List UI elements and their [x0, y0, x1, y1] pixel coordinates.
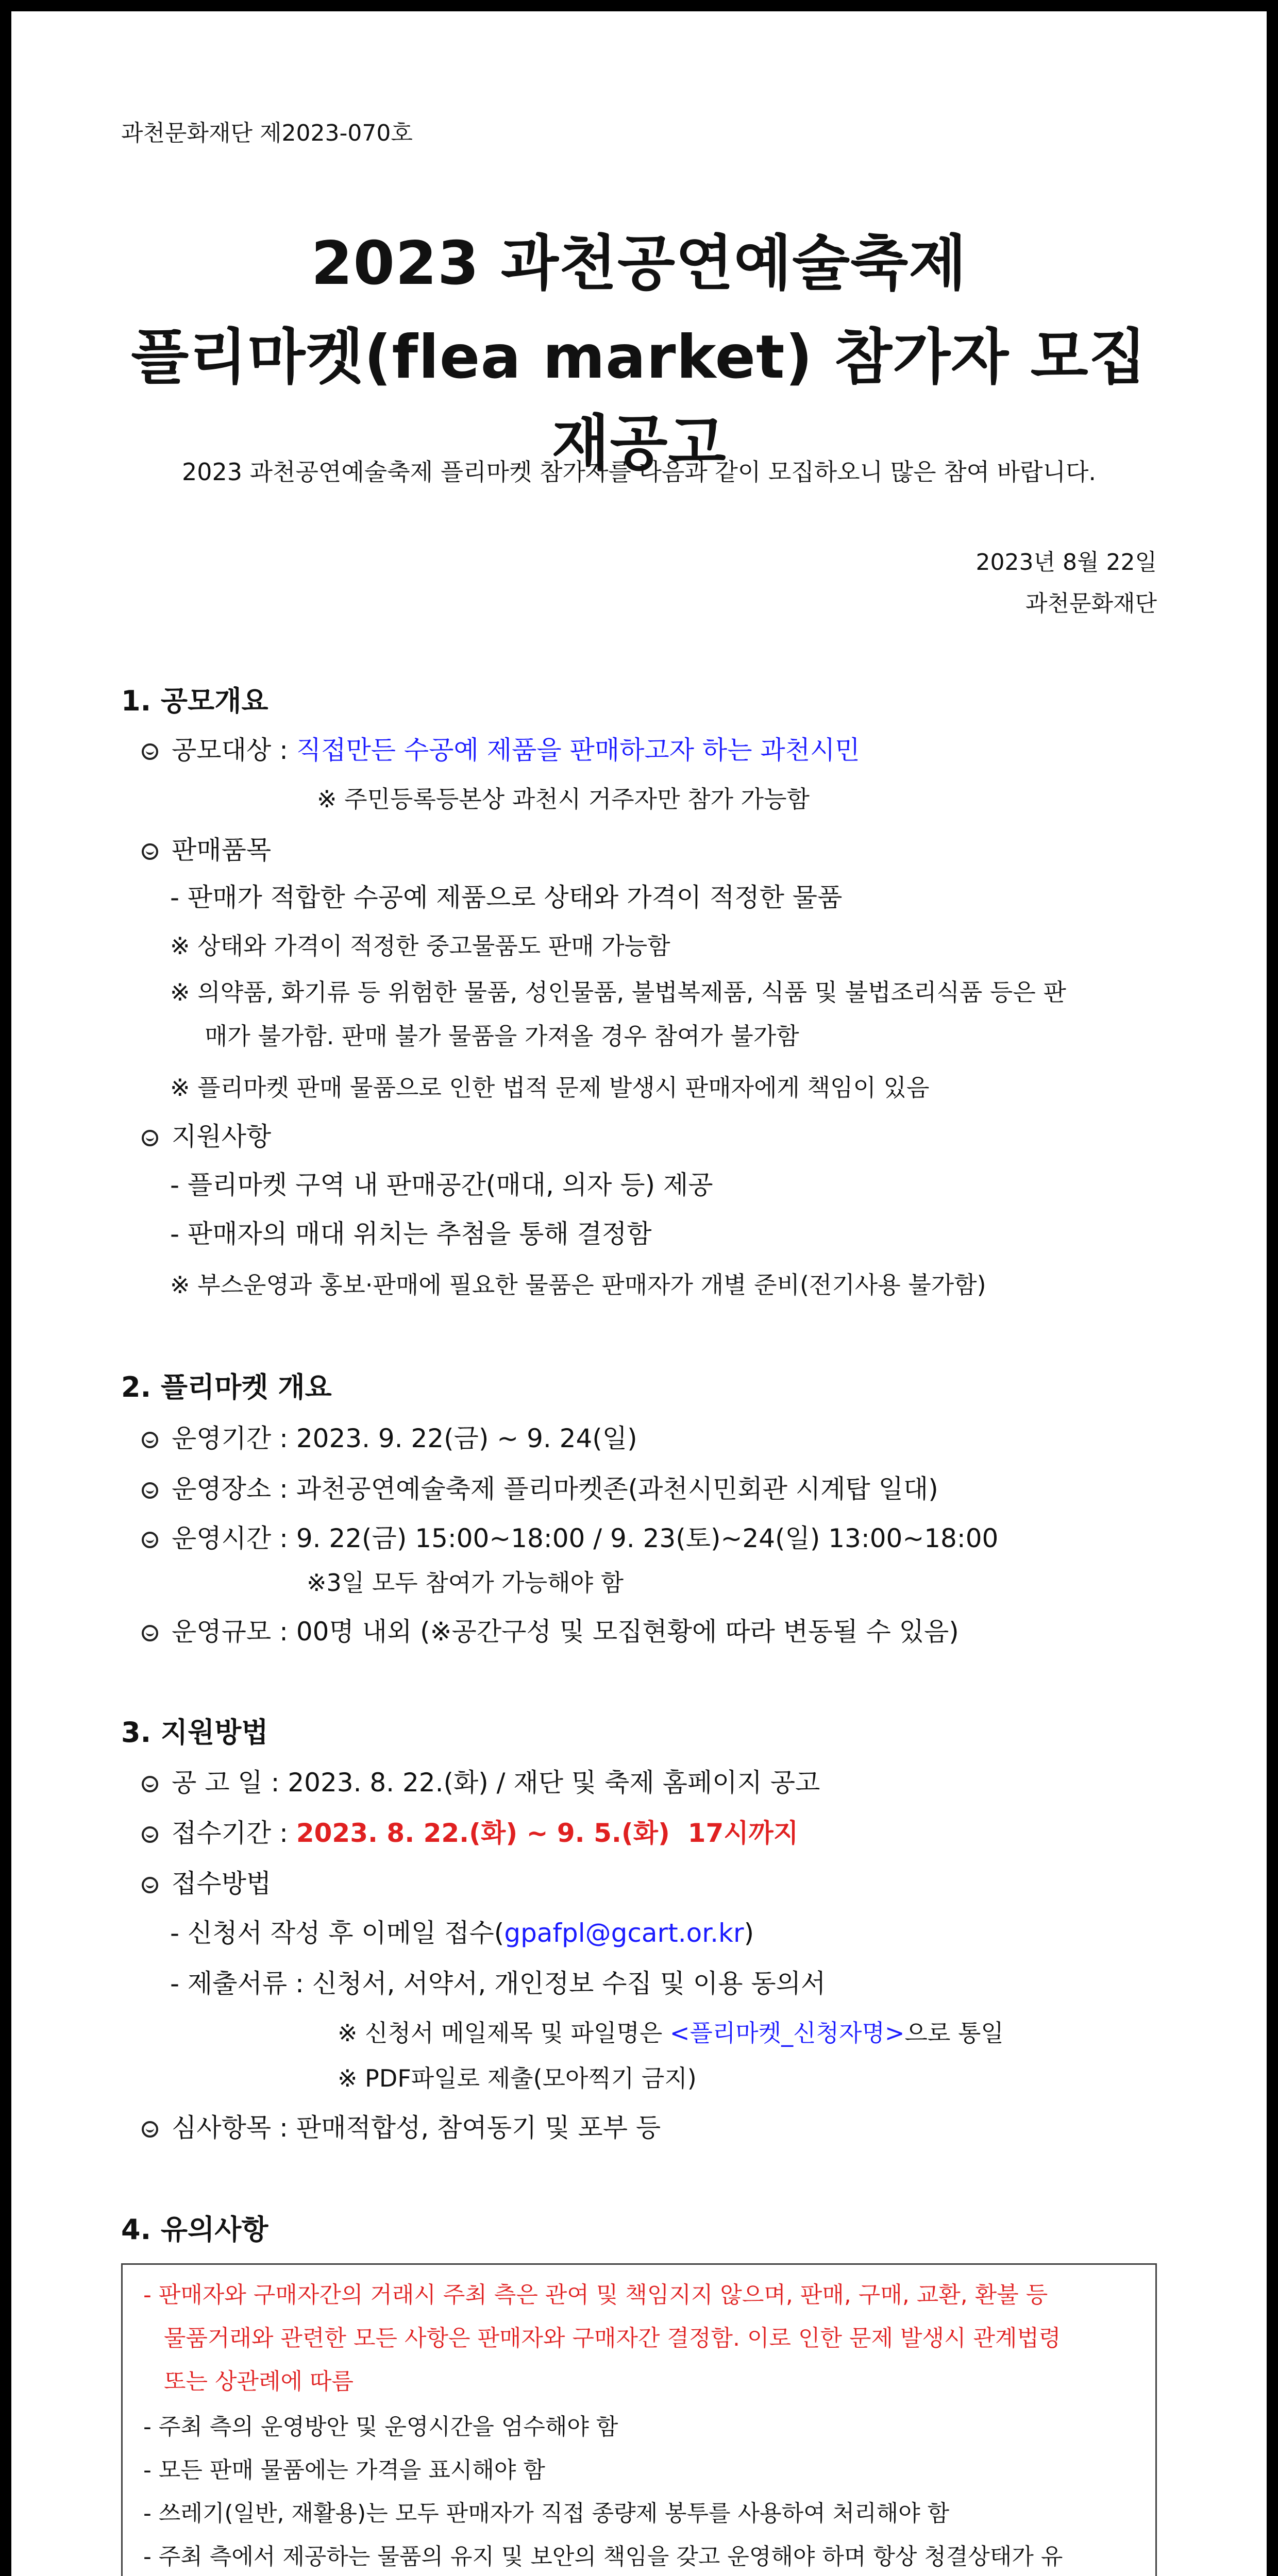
circle-bullet-icon: [142, 1776, 158, 1792]
notice-date-row: [142, 1762, 820, 1799]
circle-bullet-icon: [142, 1826, 158, 1843]
target-note: ※ 주민등록등본상 과천시 거주자만 참가 가능함: [317, 785, 810, 813]
support-line-1: - 플리마켓 구역 내 판매공간(매대, 의자 등) 제공: [170, 1170, 713, 1200]
items-label: 판매품목: [172, 835, 272, 865]
filename-format: <플리마켓_신청자명>: [669, 2019, 905, 2047]
target-row: [142, 730, 860, 767]
items-line-3a: ※ 의약품, 화기류 등 위험한 물품, 성인물품, 불법복제품, 식품 및 불법조리식품 등은 판: [170, 978, 1066, 1006]
method-line-1-close: ): [744, 1918, 754, 1948]
support-line-2: - 판매자의 매대 위치는 추첨을 통해 결정함: [170, 1219, 652, 1249]
items-line-3b: 매가 불가함. 판매 불가 물품을 가져올 경우 참여가 불가함: [205, 1022, 799, 1050]
period-text: 운영기간 : 2023. 9. 22(금) ~ 9. 24(일): [172, 1423, 637, 1453]
caution-red-line-2: 물품거래와 관련한 모든 사항은 판매자와 구매자간 결정함. 이로 인한 문제 발생시 관계법령: [164, 2325, 1061, 2351]
period-row: [142, 1418, 637, 1455]
support-line-3: ※ 부스운영과 홍보·판매에 필요한 물품은 판매자가 개별 준비(전기사용 불가함): [170, 1271, 986, 1299]
notice-date-text: 공 고 일 : 2023. 8. 22.(화) / 재단 및 축제 홈페이지 공고: [172, 1768, 820, 1798]
circle-bullet-icon: [142, 1625, 158, 1641]
circle-bullet-icon: [142, 2121, 158, 2138]
date: 2023년 8월 22일: [976, 549, 1157, 575]
circle-bullet-icon: [142, 743, 158, 760]
place-text: 운영장소 : 과천공연예술축제 플리마켓존(과천시민회관 시계탑 일대): [172, 1474, 938, 1504]
circle-bullet-icon: [142, 1532, 158, 1548]
submission-note-1: [338, 2014, 1004, 2048]
items-line-4: ※ 플리마켓 판매 물품으로 인한 법적 문제 발생시 판매자에게 책임이 있음: [170, 1074, 930, 1101]
title-line-2: 플리마켓(flea market) 참가자 모집 재공고: [131, 323, 1147, 478]
caution-red-line-3: 또는 상관례에 따름: [164, 2368, 354, 2395]
items-line-2: ※ 상태와 가격이 적정한 중고물품도 판매 가능함: [170, 932, 670, 960]
items-line-1: - 판매가 적합한 수공예 제품으로 상태와 가격이 적정한 물품: [170, 883, 843, 912]
method-line-2: - 제출서류 : 신청서, 서약서, 개인정보 수집 및 이용 동의서: [170, 1969, 826, 1998]
circle-bullet-icon: [142, 1482, 158, 1499]
time-text: 운영시간 : 9. 22(금) 15:00~18:00 / 9. 23(토)~24(일) 13:00~18:00: [172, 1523, 999, 1553]
issuer: 과천문화재단: [1025, 590, 1157, 617]
place-row: [142, 1468, 938, 1505]
caution-line: - 모든 판매 물품에는 가격을 표시해야 함: [143, 2457, 545, 2483]
target-label: 공모대상 :: [172, 735, 296, 765]
submission-note-2: ※ PDF파일로 제출(모아찍기 금지): [338, 2064, 697, 2092]
review-row: [142, 2107, 661, 2144]
section-4-heading: 4. 유의사항: [121, 2213, 268, 2246]
contact-email-link[interactable]: gpafpl@gcart.or.kr: [504, 1918, 744, 1948]
submission-note-1-end: 으로 통일: [904, 2019, 1004, 2047]
title-line-1: 2023 과천공연예술축제: [311, 229, 967, 298]
recv-label: 접수기간 :: [172, 1818, 296, 1848]
circle-bullet-icon: [142, 1432, 158, 1448]
method-line-1: [170, 1912, 754, 1950]
support-label: 지원사항: [172, 1122, 272, 1151]
section-2-heading: 2. 플리마켓 개요: [121, 1371, 332, 1403]
intro-text: 2023 과천공연예술축제 플리마켓 참가자를 다음과 같이 모집하오니 많은 참여 바랍니다.: [181, 458, 1097, 486]
method-line-1-text: - 신청서 작성 후 이메일 접수(: [170, 1918, 505, 1948]
circle-bullet-icon: [142, 1877, 158, 1893]
time-row: [142, 1518, 998, 1555]
target-value: 직접만든 수공예 제품을 판매하고자 하는 과천시민: [296, 735, 860, 765]
recv-row: [142, 1812, 798, 1850]
scale-row: [142, 1611, 959, 1648]
support-row: [142, 1116, 271, 1153]
scale-text: 운영규모 : 00명 내외 (※공간구성 및 모집현황에 따라 변동될 수 있음): [172, 1617, 959, 1647]
time-note: ※3일 모두 참여가 가능해야 함: [307, 1569, 624, 1597]
circle-bullet-icon: [142, 1130, 158, 1146]
caution-box: [121, 2263, 1157, 2576]
caution-line: - 쓰레기(일반, 재활용)는 모두 판매자가 직접 종량제 봉투를 사용하여 처리해야 함: [143, 2500, 950, 2527]
caution-red-line-1: - 판매자와 구매자간의 거래시 주최 측은 관여 및 책임지지 않으며, 판매, 구매, 교환, 환불 등: [143, 2282, 1048, 2308]
section-3-heading: 3. 지원방법: [121, 1716, 268, 1749]
items-row: [142, 829, 271, 867]
document-number: 과천문화재단 제2023-070호: [121, 120, 413, 146]
caution-line: - 주최 측의 운영방안 및 운영시간을 엄수해야 함: [143, 2414, 618, 2440]
caution-line: - 주최 측에서 제공하는 물품의 유지 및 보안의 책임을 갖고 운영해야 하며 항상 청결상태가 유: [143, 2544, 1063, 2570]
submission-note-1-text: ※ 신청서 메일제목 및 파일명은: [338, 2019, 670, 2047]
recv-value: 2023. 8. 22.(화) ~ 9. 5.(화) 17시까지: [296, 1818, 799, 1848]
section-1-heading: 1. 공모개요: [121, 685, 268, 717]
circle-bullet-icon: [142, 843, 158, 860]
method-label: 접수방법: [172, 1869, 272, 1899]
review-text: 심사항목 : 판매적합성, 참여동기 및 포부 등: [172, 2113, 661, 2143]
method-row: [142, 1863, 271, 1900]
